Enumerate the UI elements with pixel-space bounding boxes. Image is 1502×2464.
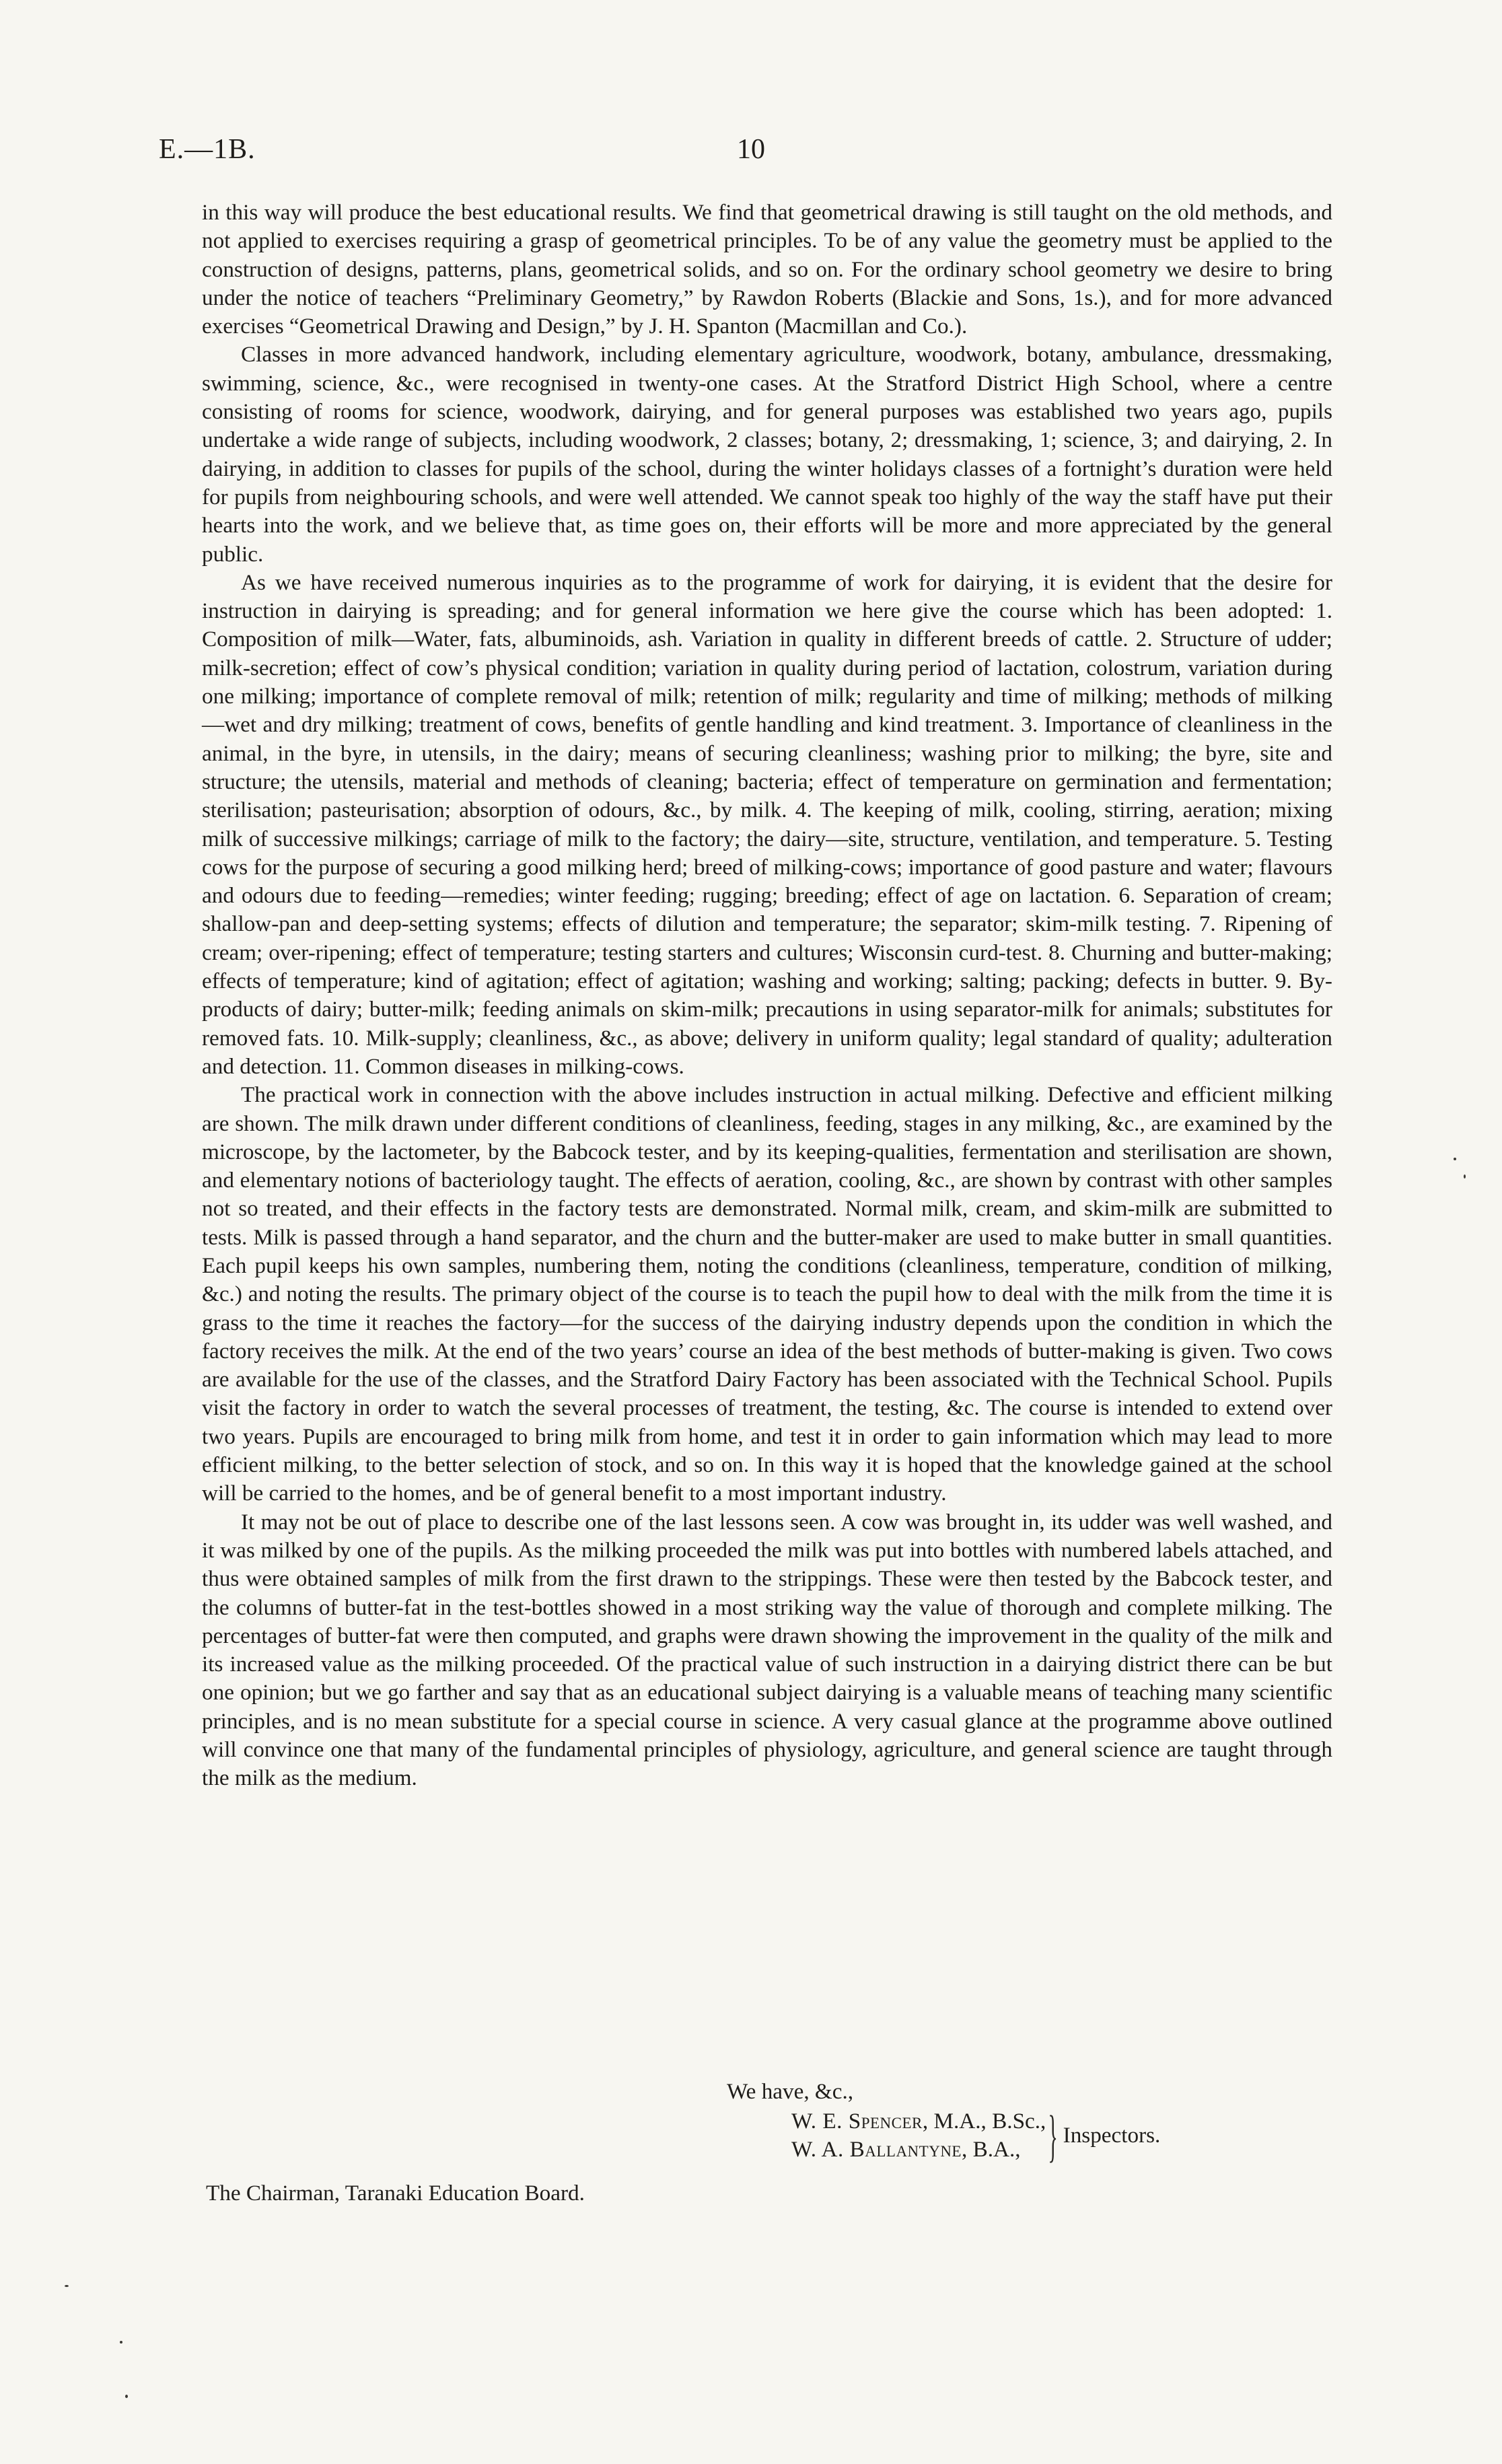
signature-block: [791, 2103, 1332, 2168]
salutation: We have, &c.,: [727, 2079, 854, 2104]
addressee: The Chairman, Taranaki Education Board.: [206, 2181, 585, 2206]
speck: [65, 2285, 69, 2287]
paragraph-geometry: in this way will produce the best educational results. We find that geometrical drawing is still taught on the old methods, and not applied to exercises requiring a grasp of geometrical principles. To be of any value the geometry must be applied to the construction of designs, patterns, plans, geometrical solids, and so on. For the ordinary school geometry we desire to bring under the notice of teachers “Preliminary Geometry,” by Rawdon Roberts (Blackie and Sons, 1s.), and for more advanced exercises “Geometrical Drawing and Design,” by J. H. Spanton (Macmillan and Co.).: [202, 200, 1332, 339]
paragraph-practical-work: The practical work in connection with the above includes instruction in actual milking. Defective and efficient milking are shown. The milk drawn under different conditions of cleanliness, feeding, stages in any milking, &c., are examined by the microscope, by the lactometer, by the Babcock tester, and by its keeping-qualities, fermentation and sterilisation are shown, and elementary notions of bacteriology taught. The effects of aeration, cooling, &c., are shown by contrast with other samples not so treated, and their effects in the factory tests are demonstrated. Normal milk, cream, and skim-milk are submitted to tests. Milk is passed through a hand separator, and the churn and the butter-maker are used to make butter in small quantities. Each pupil keeps his own samples, numbering them, noting the conditions (cleanliness, temperature, condition of milking, &c.) and noting the results. The primary object of the course is to teach the pupil how to deal with the milk from the time it is grass to the time it reaches the factory—for the success of the dairying industry depends upon the condition in which the factory receives the milk. At the end of the two years’ course an idea of the best methods of butter-making is given. Two cows are available for the use of the classes, and the Stratford Dairy Factory has been associated with the Technical School. Pupils visit the factory in order to watch the several processes of treatment, the testing, &c. The course is intended to extend over two years. Pupils are encouraged to bring milk from home, and test it in order to gain information which may lead to more efficient milking, to the better selection of stock, and so on. In this way it is hoped that the knowledge gained at the school will be carried to the homes, and be of general benefit to a most important industry.: [202, 1082, 1332, 1506]
report-body: [202, 199, 1332, 1793]
page-number: 10: [737, 134, 765, 165]
speck: [1464, 1174, 1466, 1178]
speck: [125, 2395, 128, 2398]
paragraph-last-lesson: It may not be out of place to describe one of the last lessons seen. A cow was brought in, its udder was well washed, and it was milked by one of the pupils. As the milking proceeded the milk was put into bottles with numbered labels attached, and thus were obtained samples of milk from the first drawn to the strippings. These were then tested by the Babcock tester, and the columns of butter-fat in the test-bottles showed in a most striking way the value of thorough and complete milking. The percentages of butter-fat were then computed, and graphs were drawn showing the improvement in the quality of the milk and its increased value as the milking proceeded. Of the practical value of such instruction in a dairying district there can be but one opinion; but we go farther and say that as an educational subject dairying is a valuable means of teaching many scientific principles, and is no mean substitute for a special course in science. A very casual glance at the programme above outlined will convince one that many of the fundamental principles of physiology, agriculture, and general science are taught through the milk as the medium.: [202, 1509, 1332, 1791]
signatory-degrees: , M.A., B.Sc.,: [922, 2109, 1046, 2134]
paragraph-advanced-handwork: Classes in more advanced handwork, including elementary agriculture, woodwork, botany, ambulance, dressmaking, swimming, science, &c., were recognised in twenty-one cases. At the Stratford District High School, where a centre consisting of rooms for science, woodwork, dairying, and for general purposes was established two years ago, pupils undertake a wide range of subjects, including woodwork, 2 classes; botany, 2; dressmaking, 1; science, 3; and dairying, 2. In dairying, in addition to classes for pupils of the school, during the winter holidays classes of a fortnight’s duration were held for pupils from neighbouring schools, and were well attended. We cannot speak too highly of the way the staff have put their hearts into the work, and we believe that, as time goes on, their efforts will be more and more appreciated by the general public.: [202, 342, 1332, 567]
speck: [120, 2341, 122, 2344]
signatory-role: Inspectors.: [1063, 2123, 1161, 2148]
signatory-name: W. A. Ballantyne: [791, 2137, 962, 2162]
signatory-list: [791, 2107, 1046, 2164]
page-header: [159, 133, 1343, 174]
signatory-spencer: [791, 2107, 1046, 2136]
signatory-degrees: , B.A.,: [961, 2137, 1021, 2162]
signatory-ballantyne: [791, 2136, 1046, 2164]
brace-icon: }: [1048, 2103, 1059, 2168]
closing-block: [727, 2078, 1332, 2168]
paragraph-dairying-programme: As we have received numerous inquiries as to the programme of work for dairying, it is evident that the desire for instruction in dairying is spreading; and for general information we here give the course which has been adopted: 1. Composition of milk—Water, fats, albuminoids, ash. Variation in quality in different breeds of cattle. 2. Structure of udder; milk-secretion; effect of cow’s physical condition; variation in quality during period of lactation, colostrum, variation during one milking; importance of complete removal of milk; retention of milk; regularity and time of milking; methods of milking—wet and dry milking; treatment of cows, benefits of gentle handling and kind treatment. 3. Importance of cleanliness in the animal, in the byre, in utensils, in the dairy; means of securing cleanliness; washing prior to milking; the byre, site and structure; the utensils, material and methods of cleaning; bacteria; effect of temperature on germination and fermentation; sterilisation; pasteurisation; absorption of odours, &c., by milk. 4. The keeping of milk, cooling, stirring, aeration; mixing milk of successive milkings; carriage of milk to the factory; the dairy—site, structure, ventilation, and temperature. 5. Testing cows for the purpose of securing a good milking herd; breed of milking-cows; importance of good pasture and water; flavours and odours due to feeding—remedies; winter feeding; rugging; breeding; effect of age on lactation. 6. Separation of cream; shallow-pan and deep-setting systems; effects of dilution and temperature; the separator; skim-milk testing. 7. Ripening of cream; over-ripening; effect of temperature; testing starters and cultures; Wisconsin curd-test. 8. Churning and butter-making; effects of temperature; kind of agitation; effect of agitation; washing and working; salting; packing; defects in butter. 9. By-products of dairy; butter-milk; feeding animals on skim-milk; precautions in using separator-milk for animals; substitutes for removed fats. 10. Milk-supply; cleanliness, &c., as above; delivery in uniform quality; legal standard of quality; adulteration and detection. 11. Common diseases in milking-cows.: [202, 569, 1332, 1079]
page-code: E.—1B.: [159, 134, 256, 165]
speck: [1454, 1158, 1456, 1160]
signatory-name: W. E. Spencer: [791, 2109, 923, 2134]
